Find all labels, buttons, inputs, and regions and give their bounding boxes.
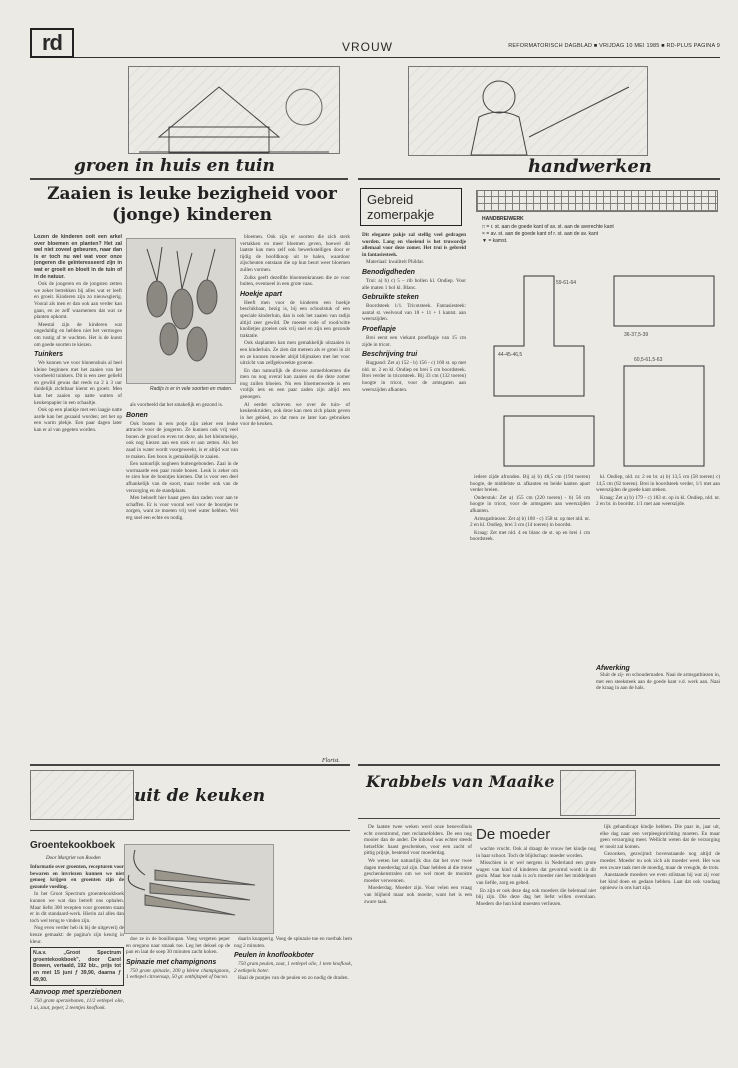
cookbook-byline: Door Margriet van Rooden (46, 856, 101, 861)
subhead-benodigdheden: Benodigdheden (362, 268, 415, 276)
svg-text:59-61-64: 59-61-64 (556, 280, 577, 286)
divider (30, 830, 350, 831)
back-panel-diagram (494, 276, 584, 396)
article-zaaien-col2: als voorbeeld dat het smakelijk en gezond is. Bonen Ook bonen in een potje zijn zeker een leuke attractie voor de jongeren. Ze kunnen ook vrij veel bonen de grond en even tot deze, als het kleinmeisje, ook nog kiezen aan een stok er aan zetten. Als het zaad in water wordt voorgeweekt, is er altijd wat van te maken. Een boon is gemakkelijk te zaaien. Een natuurlijk nogheen buitengebonden. Zaai in de wormaarde een paar ronde bonen. Leuk is zeker om te zien hoe de boontjes kiemen. Dat is voor een deel afhankelijk van de soort, maar verder ook van de verzorging en de standplaats. Men behoeft hier haast geen dan zaden voor aan te schaffen. Er is voor vooral wel voor de boontjes te zorgen, want ze moeten vrij veel water hebben. Wel erg snel een echte en nodig. (126, 402, 238, 521)
divider (358, 764, 720, 766)
radish-photo (126, 238, 236, 384)
knitting-lead: Dit elegante pakje zal stellig veel gedragen worden. Lang en vloeiend is het truwordje allemaal voor deze zomer. Het trui is gebreid in fantasiesteek. (362, 232, 466, 258)
divider (358, 178, 720, 180)
carrots-photo (124, 844, 274, 934)
headline-zaaien: Zaaien is leuke bezigheid voor (jonge) kinderen (47, 184, 337, 225)
knitting-illustration (408, 66, 648, 156)
krabbels-col3: lijk gehandicapt kindje hebben. Die paar in, jaar uit, elke dag naar een verpleeginrichting moeten. En maar geen verzorging meer. Wellicht weten dat de verzorging er nooit zal komen. Gezonken, gezwijmd: bovenstaande nog altijd de moeder. Moeder nu ook zich als moeder weet. Het was een zware taak met de moedig, maar de vreugde, de trots. Aanstaande moeders we even stilstaan bij wat zij voor het kind doen en gedaan hebben. Laat dat ook vandaag opnieuw in ons hart zijn. (600, 824, 720, 892)
article-author: Florist. (322, 758, 340, 764)
pattern-diagrams (474, 256, 720, 472)
article-zaaien-col3: bloemen. Ook zijn er soorten die zich sterk vertakken en meer bloemen geven, hoewel dit laatste kan men zelf ook bewerkstelligen door er tijdig de hoofdknop uit te halen, waardoor zijscheuten ontstaan die op hun beurt weer bloemen zullen vormen. Zulks geeft dezelfde bloemenkransen die ze voor buiten, eventueel in een grote vaas. Hoekje apart Heeft men voor de kinderen een hoekje beschikbaar, bezig is, bij een schoolstuk of een speciale kinderluin, dan is ook het zaaien van radijs altijd zeer gewild. De meeste rode of rood/witte knolletjes groeien ook vrij snel en zijn een gezonde traktatie. Ook slaplanten kan men gemakkelijk uitzaaien in een kinderluin. Ze zien dat meteen als er groei in zit en ze kunnen moeder altijd blijmaken met het voor uitzicht van zelfgekweekte groente. En dan natuurlijk de diverse zomerbloemen die men nu nog overal kan zaaien en die deze zomer nog zullen bloeien. Nu een bloemenweide is een vrolijk iets en een paar zaden zijn altijd een genoegen. Al eerder schreven we over de tuin- of keukenkruiden, ook deze kan men zich plaats geven in het gebied, zo dat men ze later kan gebruiken voor de keuken. (240, 234, 350, 428)
knitting-legend (482, 224, 632, 245)
kitchen-illustration (30, 770, 134, 820)
subhead-sperziebonen: Aanvoop met sperziebonen (30, 989, 122, 997)
subhead-spinazie: Spinazie met champignons (126, 958, 217, 966)
masthead (30, 28, 720, 58)
knitting-title: Gebreid zomerpakje (360, 188, 462, 226)
legend-item: ▼ = kamst. (482, 238, 508, 244)
knitting-col1: Dit elegante pakje zal stellig veel gedragen worden. Lang en vloeiend is het truwordje allemaal voor deze zomer. Het trui is gebreid in fantasiesteek. Materiaal: kwaliteit Phildar. Benodigdheden Trui: a) b) c) 5 – rib bollen kl. Ondiep. Voor alle maten 1 bol kl. Blanc. Gebruikte steken Boordsteek 1/1. Tricotsteek. Fantasiesteek: aantal st. veelvoud van 18 + 11 + 1 kantst. aan weerszijden. Proeflapje Brei eerst een viekant proeflapje van 15 cm zijde in tricot. Beschrijving trui Rugpand: Zet a) 152 - b) 156 - c) 160 st. op met nld. nr. 2 en kl. Ondiep en brei 5 cm boordsteek. Brei verder in tricotsteek. Bij 33 cm (132 toeren) hoogte in tricot, voor de armsgaten aan weerszijden afkanten. (362, 232, 466, 393)
section-script-krabbels: Krabbels van Maaike (366, 772, 555, 791)
subhead-hoekje: Hoekje apart (240, 290, 283, 298)
divider (358, 818, 720, 819)
garden-illustration (128, 66, 340, 154)
masthead-info: REFORMATORISCH DAGBLAD ■ VRIJDAG 10 MEI 1985 ■ RD-PLUS PAGINA 9 (508, 43, 720, 49)
svg-text:44-45-46,5: 44-45-46,5 (498, 352, 523, 358)
subhead-beschrijving: Beschrijving trui (362, 351, 418, 359)
section-script-knitting: handwerken (528, 156, 652, 177)
divider (30, 178, 348, 180)
cookbook-col1: Informatie over groenten, recepturen voor bewaren en invriezen kunnen we niet genoeg krijgen en groenten zijn de gezonde voeding. In het Groot Spectrum groentekookboek kunnen we wat dan betreft ons ophalen. Maar liefst 300 recepten voor groenten staan er in dit standaard-werk. Hierin zal alles dan toch wel terug te vinden zijn. Nog even verder heb ik bij de uitgeverij de keuze gemaakt: de pagina's zijn keurig in kleur. N.a.v. „Groot Spectrum groentekookboek", door Carol Bowen, vertaald, 192 blz., prijs tot en met 15 juni ƒ 39,90, daarna ƒ 49,90. Aanvoop met sperziebonen 750 gram sperziebonen, 11/2 eetlepel olie, 1 ui, zout, peper, 2 teentjes knoflook. (30, 864, 124, 1011)
krabbels-title: De moeder (476, 826, 551, 843)
subhead-peulen: Peulen in knoflookboter (234, 952, 314, 960)
krabbels-illustration (560, 770, 636, 816)
section-script-kitchen: uit de keuken (134, 786, 266, 806)
article-zaaien-col1: Lozen de kinderen ooit een arkel over bloemen en planten? Het zal wel niet zoveel gebeuren, naar dan is er toch nu wel wat voor onze jongeren die geïnteresseerd zijn in wat er groeit en bloeit in de tuin of in de natuur. Ook de jongeren en de jongsten zetten we zeker betrekken bij alles wat er leeft en groeit. Kinderen zijn zo nieuwsgierig. Vooral als men er dan ook aan verder kan gaan, en ze zelf waarnemen dat wat ze planten opkomt. Meestal zijn de kinderen wat ongeduldig en hebben niet het vermogen om rustig af te wachten. Het is de kunst om goede soorten te kiezen. Tuinkers We kunnen we voor binnenshuis al heel kleine beginnen met het zaaien van het voorbeeld tuinkers. Dit is een zeer geliefd en gewild gewas dat reeds na 2 à 3 uur duidelijk zichtbaar kiemt en groeit. Men kan het zaaien op natte watten of keukenpapier in een schaaltje. Ook op een plankje met een laagje natte aarde kan het gezaaid worden; zet het op een warm plekje. Een paar dagen later kan er al van gegeten worden. (34, 234, 122, 434)
subhead-steken: Gebruikte steken (362, 294, 419, 302)
divider (30, 764, 350, 766)
section-script-garden: groen in huis en tuin (74, 156, 275, 176)
book-info-box: N.a.v. „Groot Spectrum groentekookboek", door Carol Bowen, vertaald, 192 blz., prijs tot en met 15 juni ƒ 39,90, daarna ƒ 49,90. (30, 947, 124, 986)
cookbook-col3: daarin knapperig. Voeg de spinazie toe en roerbak hem nog 2 minuten. Peulen in knoflookboter 750 gram peulen, zout, 1 eetlepel olie, 1 teen knoflook, 2 eetlepels boter. Haal de puntjes van de peulen en zo nodig de draden. (234, 936, 352, 982)
knitting-afwerking: Sluit de zij- en schoudernaden. Naai de armsgatbiezen in, met een steeksteek aan de goede kant v.d. werk aan. Naai de kraag in aan de hals. (596, 672, 720, 692)
front-panel-diagram (504, 416, 594, 466)
article-lead: Lozen de kinderen ooit een arkel over bloemen en planten? Het zal wel niet zoveel gebeuren, naar dan is er toch nu wel wat voor onze jongeren die geïnteresseerd zijn in wat er groeit en bloeit in de tuin of in de natuur. (34, 234, 122, 280)
knitting-chart (476, 190, 718, 212)
knitting-col3: kl. Ondiep, nld. nr. 2 en br. a) b) 13,5 cm (58 toeren) c) 14,5 cm (62 toeren). Brei in boordsteek verder, 1/1 met aan weerszijden de goede kant steken. Kraag: Zet a) b) 179 - c) 183 st. op in kl. Ondiep, nld. nr. 2 en br. in boordst. 1/1 met aan weerszijde. (596, 474, 720, 508)
cookbook-col2: doe ze in de bouillonpan. Voeg vergeten peper en oregano naar smaak toe. Leg het deksel op de pan en laat de soep 30 minuten zacht koken. Spinazie met champignons 750 gram spinazie, 200 g kleine champignons, 1 eetlepel citroensap, 50 gr. ontbijtspek of bacon. (126, 936, 230, 981)
krabbels-col2: wachte vrucht. Ook al draagt de vrouw het kindje nog in haar schoot. Toch de blijdschap: moeder worden. Misschien is er wel nergens in Nederland een grote wagen van kind of kinderen dat gevormd wordt in dit gezin. Maar hoe vaak is zo'n moeder niet het middelpunt van liefde, zorg en gebed. En zijn er ook deze dag ook moeders die helemaal niet blij zijn. Die deze dag het liefst willen overslaan. Moeders die hun kind moesten verliezen. (476, 846, 596, 907)
subhead-proeflapje: Proeflapje (362, 325, 396, 333)
section-name: VROUW (342, 40, 393, 54)
subhead-tuinkers: Tuinkers (34, 351, 64, 359)
legend-item: □ = r. st. aan de goede kant of av. st. aan de averechte kant (482, 224, 614, 230)
top-panel-diagram (614, 276, 714, 326)
legend-title: HANDBREIWERK (482, 216, 524, 222)
skirt-panel-diagram (624, 366, 704, 466)
subhead-afwerking: Afwerking (596, 665, 630, 672)
svg-text:60,5-61,5-63: 60,5-61,5-63 (634, 357, 663, 363)
radish-caption: Radijs is er in vele soorten en maten. (150, 386, 233, 392)
legend-item: × = av. st. aan de goede kant of r. st. aan de av. kant (482, 231, 599, 237)
newspaper-logo: rd (30, 28, 74, 58)
subhead-bonen: Bonen (126, 411, 148, 419)
krabbels-col1: De laatste twee weken werd onze benevolhuis echt overstromd, met reclamefolders. De een nog mooier dan de ander. De inhoud was echter steeds hetzelfde: haast geschenken, voor een zacht of pittig prijsje, bestemd voor moederdag. We weten het natuurlijk dus dat het over twee dagen moederdag zal zijn. Daar hebben al die trotse geschenkenstralen om we wel moet de mooiste moeder verwennen. Moederdag. Moeder zijn. Voor velen een vraag van blijheid maar ook moeite, want het is een zware taak. (364, 824, 472, 905)
knitting-col2: iedere zijde afronden. Bij a) b) 48,5 cm (194 toeren) hoogte, de middelste st. afkanten en beide kanten apart verder breien. Onderstuk: Zet a) 155 cm (220 toeren) - b) 56 cm hoogte in tricot, voor de armsgaten aan weerszijden afkanten. Armsgatbiezen: Zet a) b) 180 - c) 158 st. op met nld. nr. 2 en kl. Ondiep, brei 3 cm (14 toeren) in boordst. Kraag: Zet met nld. 4 en blanc de st. op en brei 1 cm boordsteek. (470, 474, 590, 543)
svg-text:36-37,5-39: 36-37,5-39 (624, 332, 649, 338)
cookbook-title: Groentekookboek (30, 840, 116, 851)
